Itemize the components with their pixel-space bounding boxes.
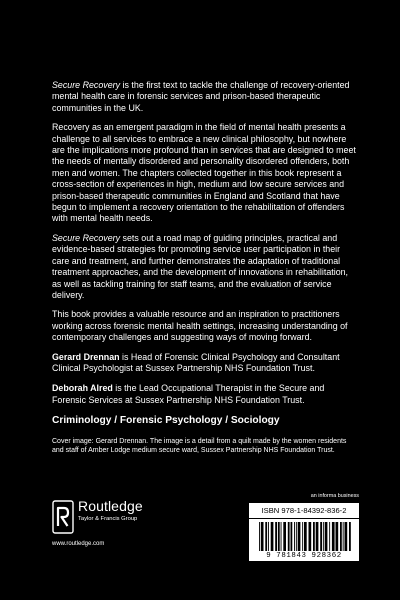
cover-image-credit: Cover image: Gerard Drennan. The image is a detail from a quilt made by the women residents and staff of Amber Lodge medium secure ward, Sussex Partnership NHS Foundation Trust.	[52, 437, 347, 454]
subject-categories: Criminology / Forensic Psychology / Sociology	[52, 415, 280, 427]
author-bio-text: is the Lead Occupational Therapist in the Secure and Forensic Services at Sussex Partnership NHS Foundation Trust.	[52, 383, 325, 405]
publisher-url[interactable]: www.routledge.com	[52, 541, 105, 547]
publisher-name: Routledge	[78, 498, 143, 514]
author-name: Deborah Alred	[52, 383, 113, 394]
barcode-digits: 9 781843 928362	[266, 552, 342, 560]
author-bio-2	[52, 383, 358, 406]
blurb-text	[52, 80, 358, 463]
publisher-group: Taylor & Francis Group	[78, 516, 138, 522]
blurb-paragraph-3	[52, 233, 358, 301]
book-title-inline: Secure Recovery	[52, 232, 121, 243]
barcode-bars	[249, 519, 359, 553]
blurb-paragraph-4: This book provides a valuable resource and an inspiration to practitioners working across forensic mental health settings, increasing understanding of contemporary challenges and suggesting ways of moving forward.	[52, 309, 348, 343]
barcode	[249, 519, 359, 561]
author-name: Gerard Drennan	[52, 351, 120, 362]
informa-tag: an informa business	[310, 493, 359, 499]
blurb-paragraph-2: Recovery as an emergent paradigm in the field of mental health presents a challenge to all services to embrace a new clinical philosophy, but nowhere are the implications more profound than in services that are designed to meet the needs of mentally disordered and personality disordered offenders, both men and women. The chapters collected together in this book represent a cross-section of experiences in high, medium and low secure services and prison-based therapeutic communities in England and Scotland that have begun to implement a recovery orientation to the rehabilitation of offenders with mental health needs.	[52, 122, 356, 224]
blurb-paragraph-1	[52, 80, 358, 114]
author-bio-text: is Head of Forensic Clinical Psychology and Consultant Clinical Psychologist at Sussex Partnership NHS Foundation Trust.	[52, 351, 340, 373]
barcode-area	[245, 493, 361, 563]
publisher-block	[52, 498, 162, 558]
blurb-paragraph-1-text: is the first text to tackle the challenge of recovery-oriented mental health care in forensic services and prison-based therapeutic communities in the UK.	[52, 80, 350, 113]
book-title-inline: Secure Recovery	[52, 80, 121, 90]
blurb-paragraph-3-text: sets out a road map of guiding principles, practical and evidence-based strategies for promoting service user participation in their care and treatment, and further demonstrates the adaptation of traditional treatment approaches, and the development of innovations in rehabilitation, as well as tackling training for staff teams, and the evaluation of service delivery.	[52, 232, 349, 300]
author-bio-1	[52, 352, 358, 375]
isbn-label: ISBN 978-1-84392-836-2	[249, 503, 359, 518]
routledge-r-logo-icon	[52, 500, 74, 534]
